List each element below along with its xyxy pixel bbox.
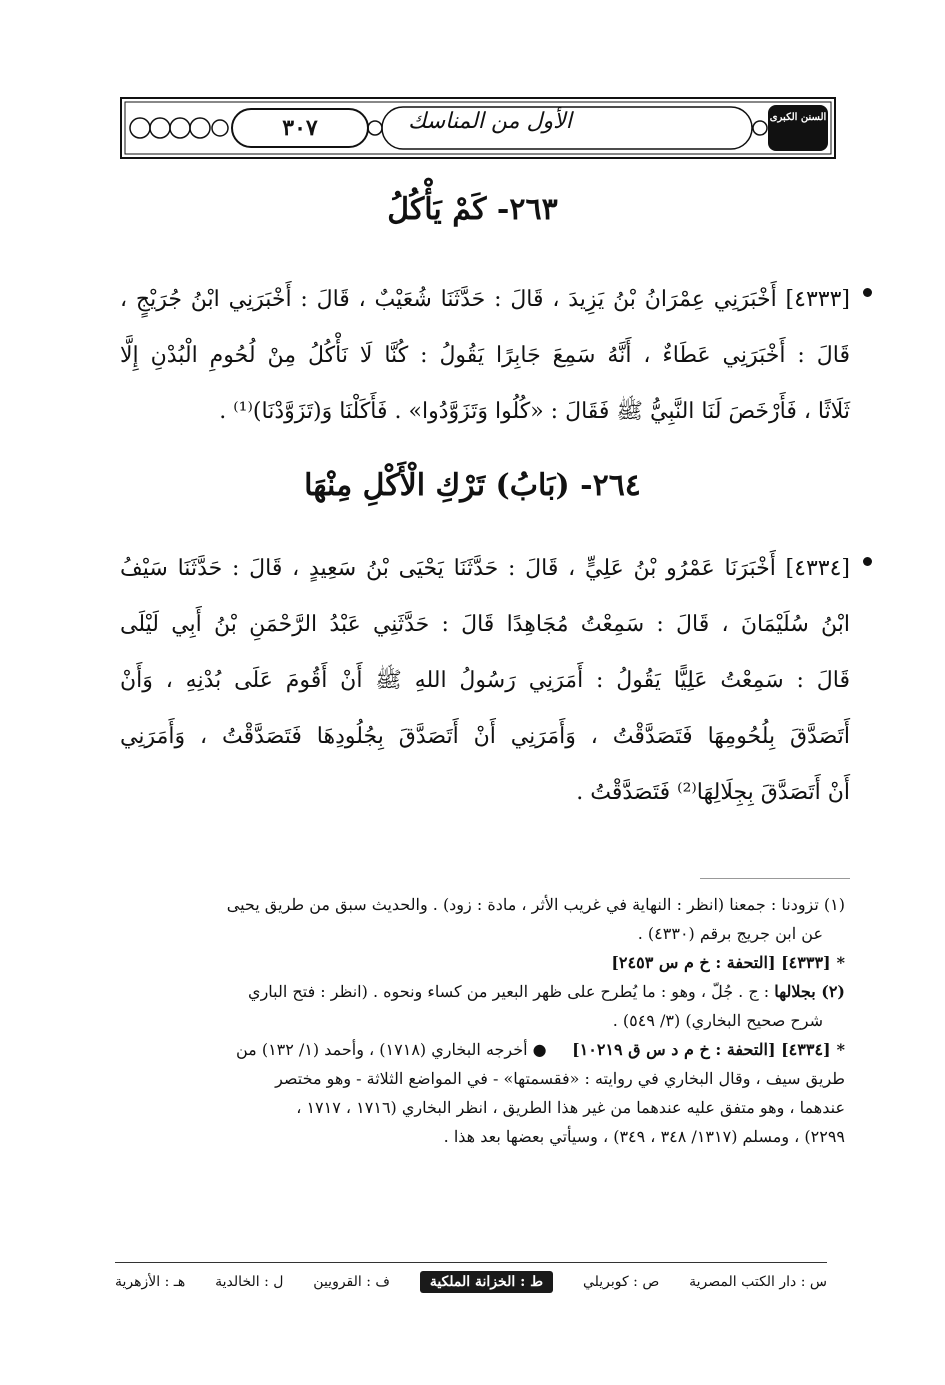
chapter-heading-263: ٢٦٣- كَمْ يَأْكُلُ bbox=[387, 192, 558, 227]
footnote-2-head: (٢) بجلالها bbox=[774, 982, 845, 1001]
hadith-4334 bbox=[120, 541, 850, 821]
footnote-1-line: (١) تزودنا : جمعنا (انظر : النهاية في غريب الأثر ، مادة : زود) . والحديث سبق من طريق يحيى bbox=[226, 895, 845, 914]
hadith-line: أَنْ أَتَصَدَّقَ بِجِلَالِهَا⁽²⁾ فَتَصَدَّقْتُ . bbox=[576, 780, 850, 805]
footnote-separator bbox=[700, 878, 850, 879]
hadith-line: [٤٣٣٤] أَخْبَرَنَا عَمْرُو بْنُ عَلِيٍّ ، قَالَ : حَدَّثَنَا يَحْيَى بْنُ سَعِيدٍ ، قَالَ : حَدَّثَنَا سَيْفُ bbox=[120, 556, 850, 581]
footnote-1-line: عن ابن جريج برقم (٤٣٣٠) . bbox=[637, 924, 823, 943]
legend-item: س : دار الكتب المصرية bbox=[689, 1274, 827, 1290]
book-emblem: السنن الكبرى bbox=[769, 112, 827, 123]
hadith-line: ثَلَاثًا ، فَأَرْخَصَ لَنَا النَّبِيُّ ﷺ فَقَالَ : «كُلُوا وَتَزَوَّدُوا» . فَأَكَلْنَا وَ(تَزَوَّدْنَا)⁽¹⁾ . bbox=[219, 399, 850, 424]
footnote-2-line: شرح صحيح البخاري) (٣/ ٥٤٩) . bbox=[612, 1011, 823, 1030]
takhrij-line: عندهما ، وهو متفق عليه عندهما من غير هذا الطريق ، انظر البخاري (١٧١٦ ، ١٧١٧ ، bbox=[296, 1098, 845, 1117]
legend-item: ص : كوبريلي bbox=[582, 1274, 660, 1290]
page-header bbox=[120, 97, 836, 159]
hadith-line: [٤٣٣٣] أَخْبَرَنِي عِمْرَانُ بْنُ يَزِيدَ ، قَالَ : حَدَّثَنَا شُعَيْبٌ ، قَالَ : أَخْبَرَنِي ابْنُ جُرَيْجٍ ، bbox=[120, 287, 850, 312]
hadith-line: قَالَ : أَخْبَرَنِي عَطَاءٌ ، أَنَّهُ سَمِعَ جَابِرًا يَقُولُ : كُنَّا لَا نَأْكُلُ مِنْ لُحُومِ الْبُدْنِ إِلَّا bbox=[120, 343, 850, 368]
running-title: الأول من المناسك bbox=[408, 109, 572, 134]
takhrij-text: ● أخرجه البخاري (١٧١٨) ، وأحمد (١/ ١٣٢) من bbox=[235, 1040, 547, 1059]
page-number: ٣٠٧ bbox=[282, 115, 318, 141]
manuscript-legend bbox=[115, 1266, 827, 1298]
legend-item: ف : القرويين bbox=[313, 1274, 390, 1290]
chapter-heading-264: ٢٦٤- (بَابُ) تَرْكِ الْأَكْلِ مِنْهَا bbox=[304, 468, 641, 503]
star-marker: * bbox=[836, 1040, 845, 1059]
tuhfa-ref-text: [٤٣٣٤] [التحفة : خ م د س ق ١٠٢١٩] bbox=[572, 1040, 831, 1059]
tuhfa-ref-4333 bbox=[115, 948, 845, 977]
hadith-line: قَالَ : سَمِعْتُ عَلِيًّا يَقُولُ : أَمَرَنِي رَسُولُ اللهِ ﷺ أَنْ أَقُومَ عَلَى بُدْنِهِ ، وَأَنْ bbox=[120, 668, 850, 693]
takhrij-line: ٢٢٩٩) ، ومسلم (١٣١٧/ ٣٤٨ ، ٣٤٩) ، وسيأتي بعضها بعد هذا . bbox=[443, 1127, 845, 1146]
hadith-line: ابْنُ سُلَيْمَانَ ، قَالَ : سَمِعْتُ مُجَاهِدًا قَالَ : حَدَّثَنِي عَبْدُ الرَّحْمَنِ بْنُ أَبِي لَيْلَى bbox=[120, 612, 850, 637]
hadith-bullet bbox=[863, 557, 872, 566]
star-marker: * bbox=[836, 953, 845, 972]
hadith-bullet bbox=[863, 288, 872, 297]
legend-item: هـ : الأزهرية bbox=[115, 1274, 186, 1290]
tuhfa-ref-text: [٤٣٣٣] [التحفة : خ م س ٢٤٥٣] bbox=[611, 953, 831, 972]
tuhfa-ref-4334 bbox=[115, 1035, 845, 1064]
legend-item-highlighted: ط : الخزانة الملكية bbox=[420, 1271, 553, 1293]
footnote-2-text: : ج . جُلّ ، وهو : ما يُطرح على ظهر البعير من كساء ونحوه . (انظر : فتح الباري bbox=[248, 982, 770, 1001]
hadith-line: أَتَصَدَّقَ بِلُحُومِهَا فَتَصَدَّقْتُ ، وَأَمَرَنِي أَنْ أَتَصَدَّقَ بِجُلُودِهَا فَتَصَدَّقْتُ ، وَأَمَرَنِي bbox=[120, 724, 850, 749]
legend-item: ل : الخالدية bbox=[215, 1274, 284, 1290]
legend-separator bbox=[115, 1262, 827, 1263]
hadith-4333 bbox=[120, 272, 850, 440]
footnote-2-line bbox=[115, 977, 845, 1006]
takhrij-line: طريق سيف ، وقال البخاري في روايته : «فقسمتها» - في المواضع الثلاثة - وهو مختصر bbox=[275, 1069, 845, 1088]
footnotes bbox=[115, 890, 845, 1151]
